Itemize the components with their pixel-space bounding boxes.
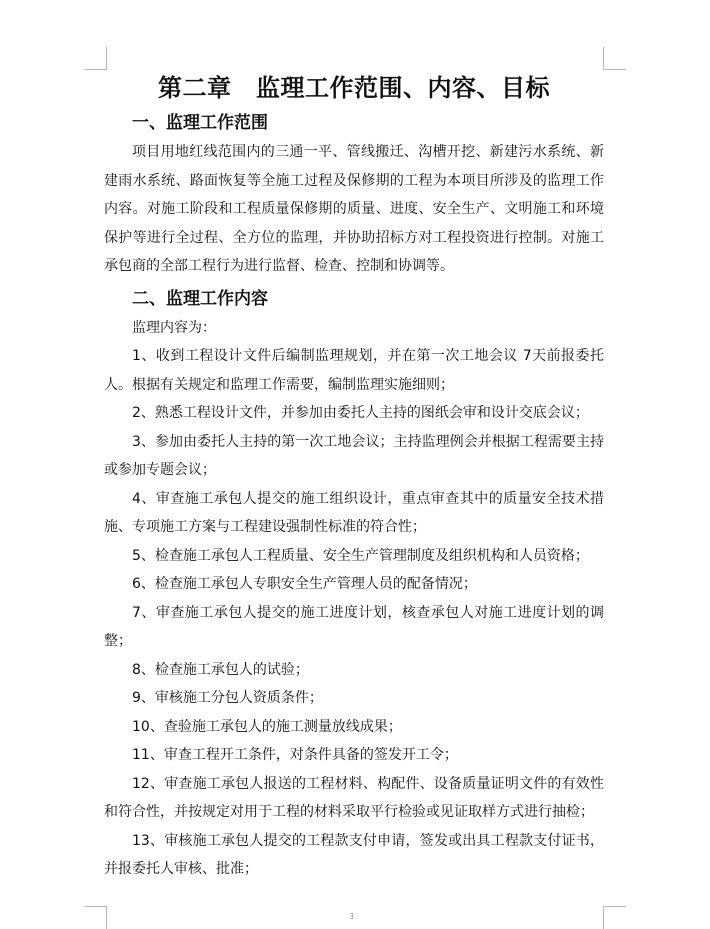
document-page: [104, 68, 604, 884]
content-item-3: 3、参加由委托人主持的第一次工地会议；主持监理例会并根据工程需要主持或参加专题会议；: [104, 433, 604, 478]
content-item-11: 11、审查工程开工条件，对条件具备的签发开工令；: [132, 747, 458, 763]
section-heading-scope: 一、监理工作范围: [132, 113, 268, 133]
content-item-7: 7、审查施工承包人提交的施工进度计划，核查承包人对施工进度计划的调整；: [104, 604, 604, 649]
chapter-title: 第二章 监理工作范围、内容、目标: [158, 74, 550, 102]
page-number: 3: [349, 912, 355, 921]
content-item-12: 12、审查施工承包人报送的工程材料、构配件、设备质量证明文件的有效性和符合性，并按规定对用于工程的材料采取平行检验或见证取样方式进行抽检；: [104, 775, 604, 820]
crop-mark-top-right: [603, 47, 626, 70]
content-item-13: 13、审核施工承包人提交的工程款支付申请，签发或出具工程款支付证书，并报委托人审核、批准；: [104, 832, 604, 877]
content-item-5: 5、检查施工承包人工程质量、安全生产管理制度及组织机构和人员资格；: [132, 547, 589, 564]
crop-mark-top-left: [84, 47, 107, 70]
section-heading-content: 二、监理工作内容: [132, 288, 268, 309]
content-item-2: 2、熟悉工程设计文件，并参加由委托人主持的图纸会审和设计交底会议；: [132, 405, 589, 421]
section-content: [104, 284, 604, 884]
scope-paragraph: 项目用地红线范围内的三通一平、管线搬迁、沟槽开挖、新建污水系统、新建雨水系统、路面恢复等全施工过程及保修期的工程为本项目所涉及的监理工作内容。对施工阶段和工程质量保修期的质量、进度、安全生产、文明施工和环境保护等进行全过程、全方位的监理，并协助招标方对工程投资进行控制。对施工承包商的全部工程行为进行监督、检查、控制和协调等。: [104, 144, 604, 274]
crop-mark-bottom-left: [84, 906, 107, 929]
content-item-10: 10、查验施工承包人的施工测量放线成果；: [132, 718, 402, 735]
section-scope: [104, 108, 604, 281]
content-item-9: 9、审核施工分包人资质条件；: [132, 690, 323, 706]
content-item-4: 4、审查施工承包人提交的施工组织设计，重点审查其中的质量安全技术措施、专项施工方案与工程建设强制性标准的符合性；: [104, 490, 604, 535]
content-item-6: 6、检查施工承包人专职安全生产管理人员的配备情况；: [132, 576, 477, 592]
content-intro: 监理内容为：: [132, 319, 216, 336]
content-item-8: 8、检查施工承包人的试验；: [132, 661, 309, 678]
crop-mark-bottom-right: [603, 906, 626, 929]
content-item-1: 1、收到工程设计文件后编制监理规划，并在第一次工地会议 7天前报委托人。根据有关规定和监理工作需要，编制监理实施细则；: [104, 348, 604, 393]
